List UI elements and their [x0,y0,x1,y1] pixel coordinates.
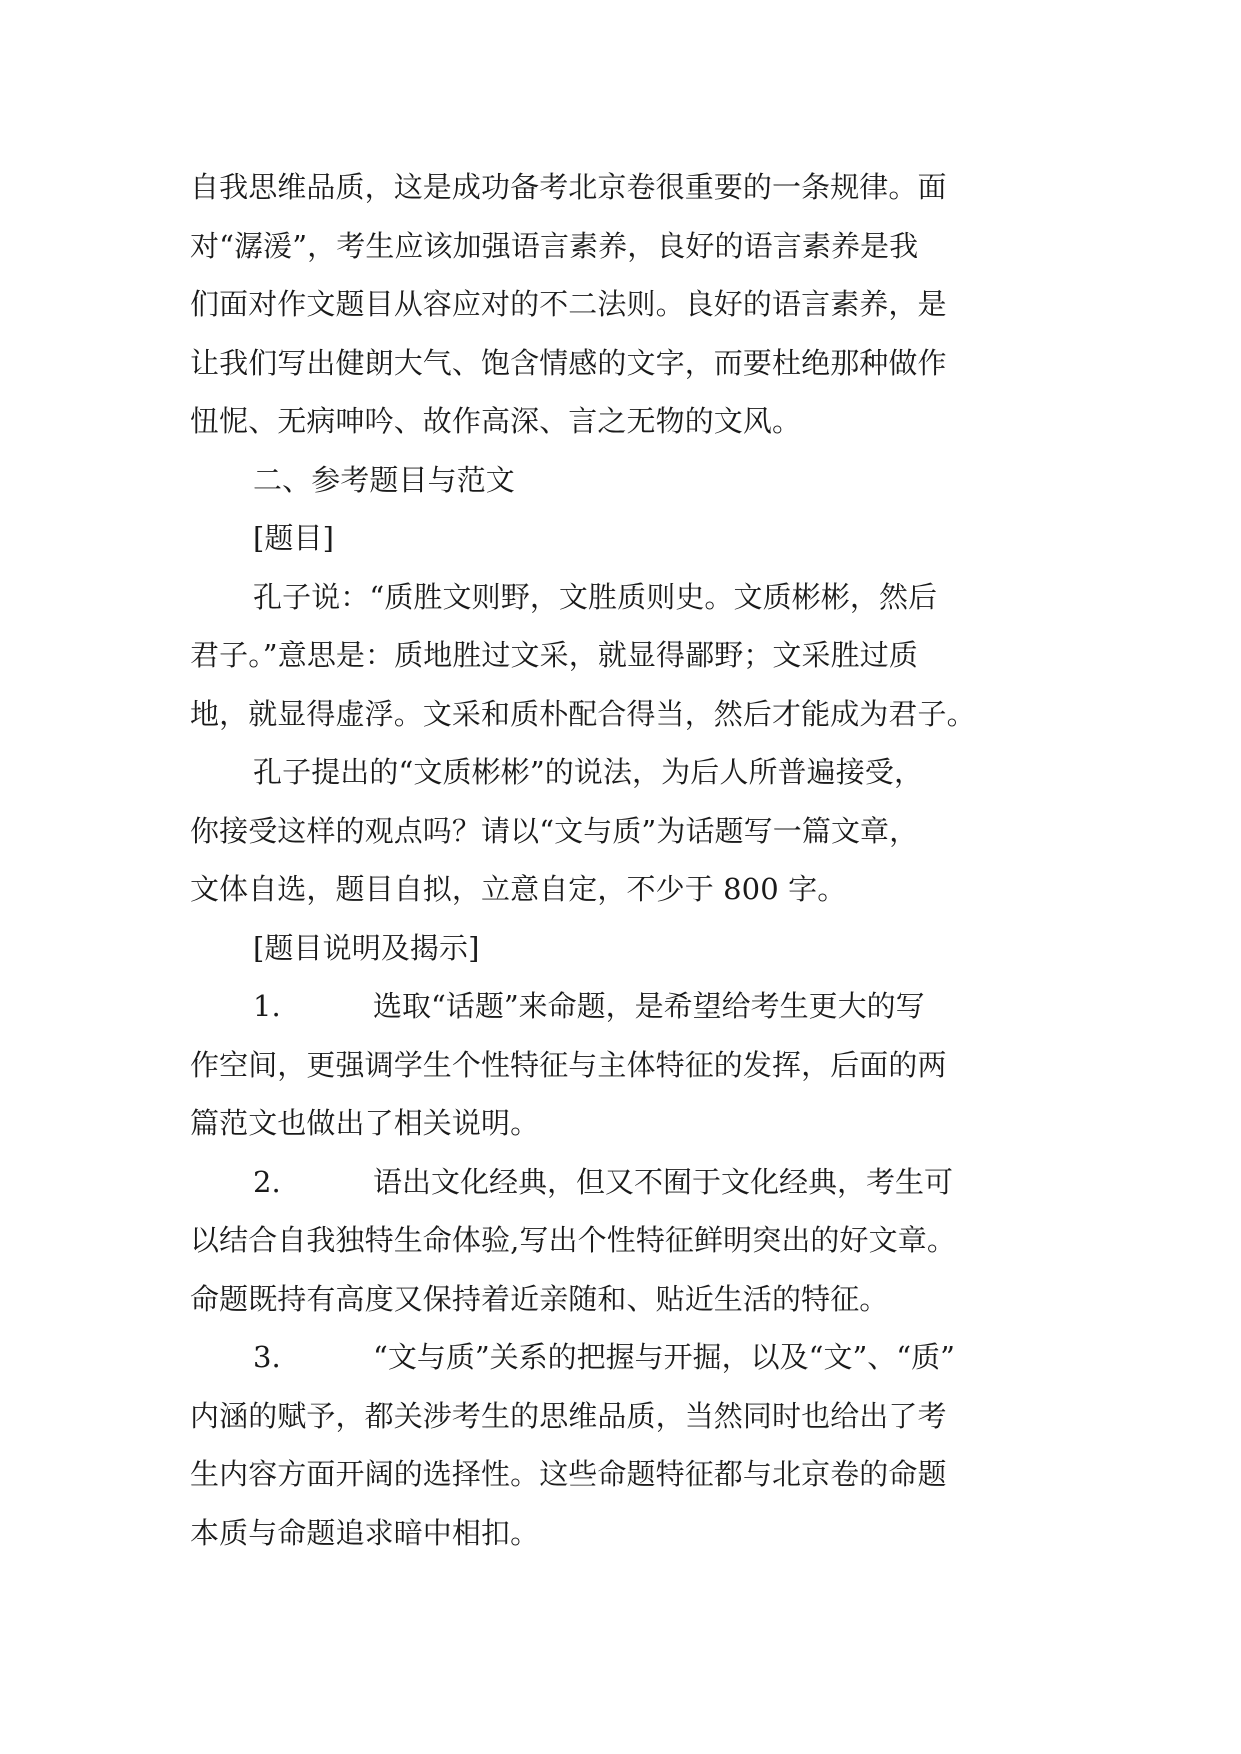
point-continuation: 以结合自我独特生命体验,写出个性特征鲜明突出的好文章。 [190,1223,956,1257]
point-continuation: 内涵的赋予，都关涉考生的思维品质，当然同时也给出了考 [190,1398,947,1433]
prompt-quote-line: 君子。”意思是：质地胜过文采，就显得鄙野；文采胜过质 [190,638,918,672]
point-continuation: 篇范文也做出了相关说明。 [190,1106,540,1140]
prompt-quote-line: 地，就显得虚浮。文采和质朴配合得当，然后才能成为君子。 [190,696,976,731]
point-continuation: 本质与命题追求暗中相扣。 [190,1515,540,1550]
point-number: 1. [253,989,281,1023]
paragraph-line: 自我思维品质，这是成功备考北京卷很重要的一条规律。面 [190,170,947,204]
explanation-label: [题目说明及揭示] [253,930,480,965]
point-continuation: 命题既持有高度又保持着近亲随和、贴近生活的特征。 [190,1281,889,1316]
point-number: 2. [253,1164,281,1199]
section-heading: 二、参考题目与范文 [253,462,515,497]
document-body [190,158,1052,1562]
topic-label: [题目] [253,521,335,555]
paragraph-line: 对“潺湲”，考生应该加强语言素养，良好的语言素养是我 [190,228,919,263]
paragraph-line: 们面对作文题目从容应对的不二法则。良好的语言素养，是 [190,287,947,321]
point-continuation: 作空间，更强调学生个性特征与主体特征的发挥，后面的两 [190,1047,947,1082]
prompt-task-line: 文体自选，题目自拟，立意自定，不少于 800 字。 [190,872,847,906]
paragraph-line: 忸怩、无病呻吟、故作高深、言之无物的文风。 [190,404,802,438]
point-number: 3. [253,1340,281,1374]
prompt-task-line: 你接受这样的观点吗？请以“文与质”为话题写一篇文章， [190,813,919,848]
prompt-task-line: 孔子提出的“文质彬彬”的说法，为后人所普遍接受， [253,755,924,789]
point-text: 选取“话题”来命题，是希望给考生更大的写 [373,989,925,1023]
point-text: “文与质”关系的把握与开掘，以及“文”、“质” [373,1340,955,1374]
point-1-first-line [190,977,1052,1036]
point-text: 语出文化经典，但又不囿于文化经典，考生可 [373,1164,954,1199]
point-continuation: 生内容方面开阔的选择性。这些命题特征都与北京卷的命题 [190,1457,947,1491]
prompt-quote-line: 孔子说：“质胜文则野，文胜质则史。文质彬彬，然后 [253,579,938,614]
paragraph-line: 让我们写出健朗大气、饱含情感的文字，而要杜绝那种做作 [190,345,947,380]
point-2-first-line [190,1153,1052,1212]
point-3-first-line [190,1328,1052,1387]
